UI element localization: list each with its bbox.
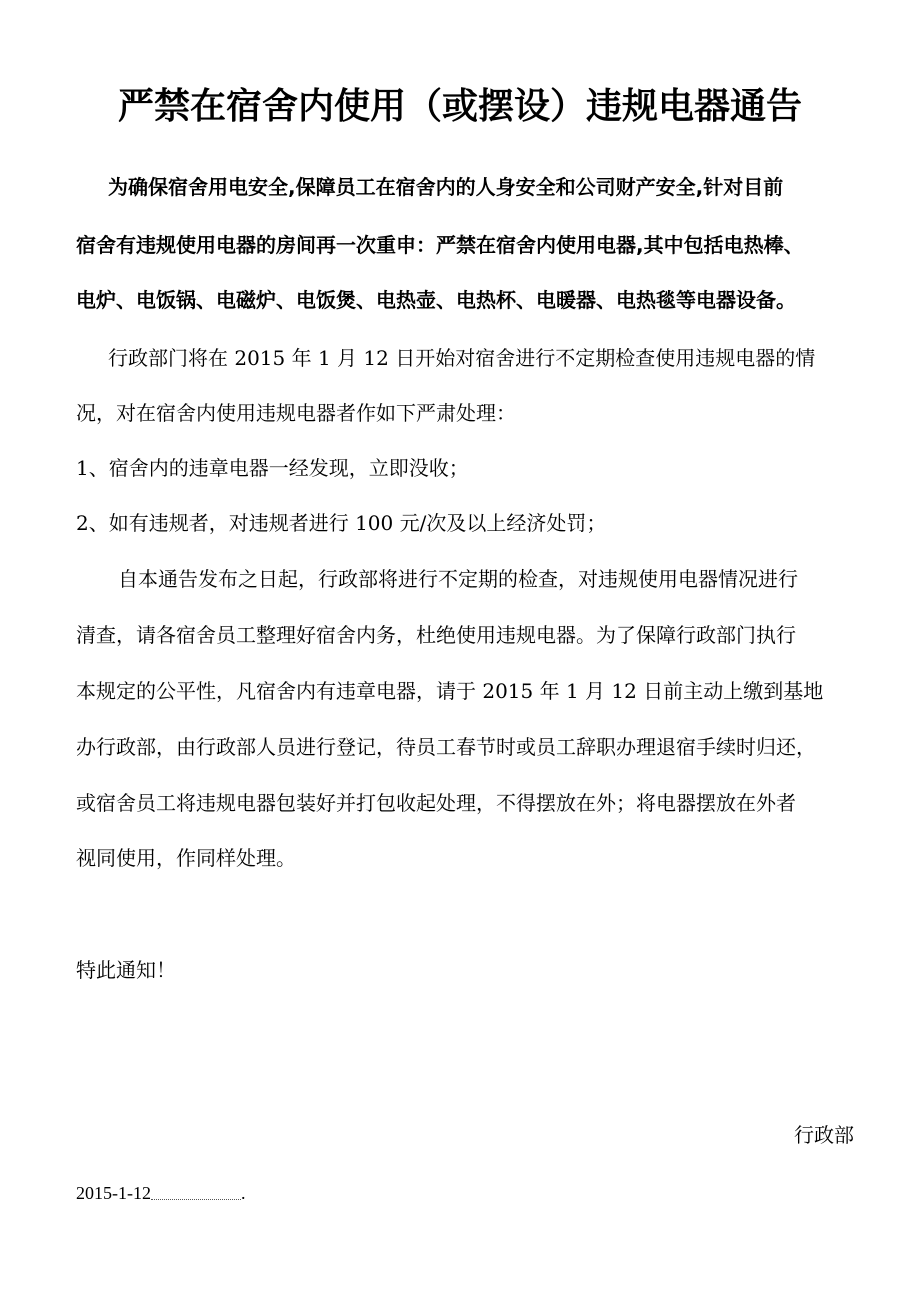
followup-line-3: 本规定的公平性，凡宿舍内有违章电器，请于 2015 年 1 月 12 日前主动上缴到基地	[76, 679, 824, 703]
intro-line-2: 宿舍有违规使用电器的房间再一次重申：严禁在宿舍内使用电器,其中包括电热棒、	[76, 233, 804, 257]
followup-line-5: 或宿舍员工将违规电器包装好并打包收起处理，不得摆放在外；将电器摆放在外者	[76, 791, 796, 815]
trailing-dot: .	[241, 1183, 246, 1203]
issuer-signature: 行政部	[794, 1123, 854, 1147]
date-row	[76, 1178, 246, 1208]
followup-line-4: 办行政部，由行政部人员进行登记，待员工春节时或员工辞职办理退宿手续时归还，	[76, 735, 816, 759]
issue-date: 2015-1-12	[76, 1183, 151, 1203]
inspection-line-1: 行政部门将在 2015 年 1 月 12 日开始对宿舍进行不定期检查使用违规电器的情	[108, 346, 816, 370]
intro-line-3: 电炉、电饭锅、电磁炉、电饭煲、电热壶、电热杯、电暖器、电热毯等电器设备。	[76, 288, 796, 312]
followup-line-6: 视同使用，作同样处理。	[76, 846, 296, 870]
rule-item-1: 1、宿舍内的违章电器一经发现，立即没收；	[76, 456, 469, 480]
notice-title: 严禁在宿舍内使用（或摆设）违规电器通告	[117, 86, 802, 127]
followup-line-2: 清查，请各宿舍员工整理好宿舍内务，杜绝使用违规电器。为了保障行政部门执行	[76, 623, 796, 647]
dotted-leader	[151, 1181, 241, 1200]
intro-line-1: 为确保宿舍用电安全,保障员工在宿舍内的人身安全和公司财产安全,针对目前	[108, 175, 784, 199]
followup-line-1: 自本通告发布之日起，行政部将进行不定期的检查，对违规使用电器情况进行	[118, 567, 798, 591]
closing-text: 特此通知！	[76, 958, 176, 982]
inspection-line-2: 况，对在宿舍内使用违规电器者作如下严肃处理：	[76, 401, 516, 425]
rule-item-2: 2、如有违规者，对违规者进行 100 元/次及以上经济处罚；	[76, 511, 607, 535]
